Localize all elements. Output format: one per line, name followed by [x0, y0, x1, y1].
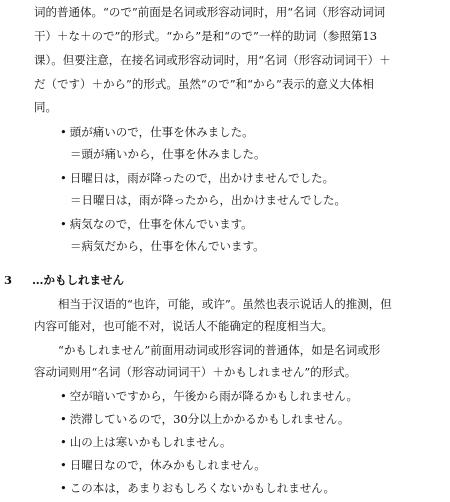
example-equivalent: ＝頭が痛いから，仕事を休みました。	[70, 147, 266, 161]
example-sentence: • 渋滞しているので，30分以上かかるかもしれません。	[60, 411, 349, 427]
example-sentence: • 日曜日なので，休みかもしれません。	[60, 457, 266, 473]
example-sentence: • 空が暗いですから，午後から雨が降るかもしれません。	[60, 388, 358, 404]
section-number: 3	[4, 273, 13, 287]
example-sentence: • 山の上は寒いかもしれません。	[60, 434, 232, 450]
body-line: 容动词则用“名词（形容动词词干）＋かもしれません”的形式。	[34, 365, 357, 379]
example-sentence: • この本は，あまりおもしろくないかもしれません。	[60, 480, 335, 496]
intro-line: だ（です）＋から”的形式。虽然“ので”和“から”表示的意义大体相	[34, 77, 374, 91]
body-line: “かもしれません”前面用动词或形容词的普通体，如是名词或形	[58, 343, 381, 357]
example-sentence: • 日曜日は，雨が降ったので，出かけませんでした。	[60, 170, 334, 186]
intro-line: 词的普通体。“ので”前面是名词或形容动词时，用“名词（形容动词词	[34, 5, 386, 19]
example-sentence: • 病気なので，仕事を休んでいます。	[60, 216, 253, 232]
section-title: …かもしれません	[32, 273, 124, 287]
intro-line: 课）。但要注意，在接名词或形容动词时，用“名词（形容动词词干）＋	[34, 53, 391, 67]
example-equivalent: ＝病気だから，仕事を休んでいます。	[70, 239, 265, 253]
body-line: 内容可能对，也可能不对，说话人不能确定的程度相当大。	[34, 319, 333, 333]
intro-line: 干）＋な＋ので”的形式。“から”是和“ので”一样的助词（参照第13	[34, 29, 378, 43]
example-equivalent: ＝日曜日は，雨が降ったから，出かけませんでした。	[70, 193, 346, 207]
intro-line: 同。	[34, 100, 57, 114]
example-sentence: • 頭が痛いので，仕事を休みました。	[60, 124, 254, 140]
body-line: 相当于汉语的“也许，可能，或许”。虽然也表示说话人的推测，但	[58, 297, 392, 311]
